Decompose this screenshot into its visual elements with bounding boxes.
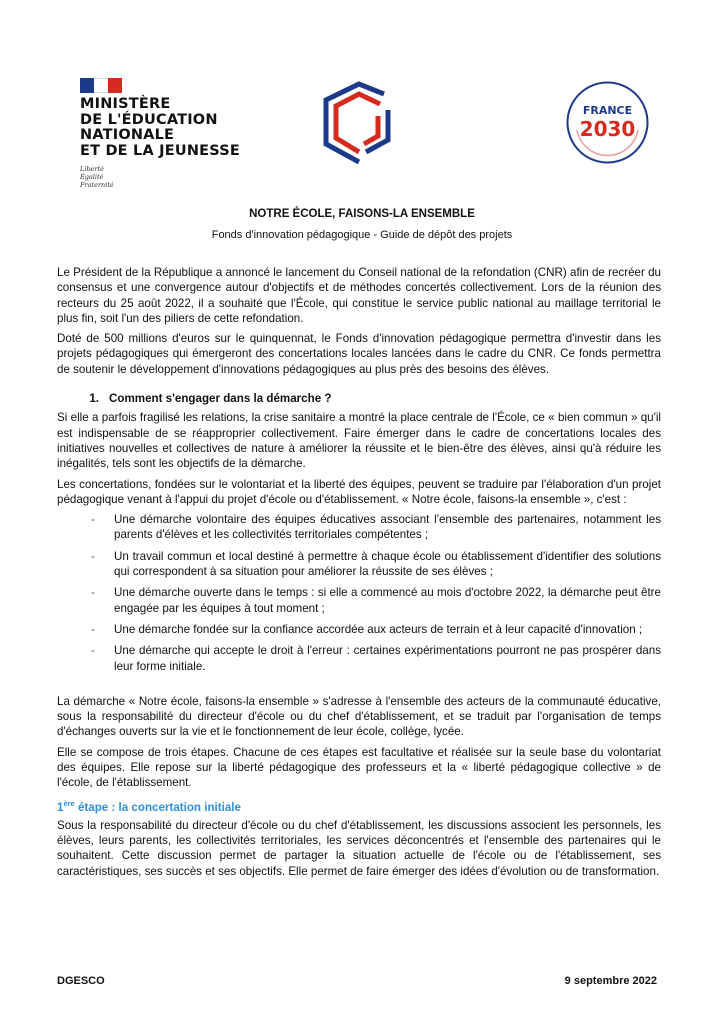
section-heading [57,391,661,406]
paragraph-crisis: Si elle a parfois fragilisé les relations, la crise sanitaire a montré la place centrale de l'École, ce « bien commun » qu'il est indispensable de se réapproprier collectivement. Faire émerger dans le cadre de concertations locales des initiatives nouvelles et collectives de nature à améliorer la réussite et le bien-être des élèves, ainsi qu'à réduire les inégalités, tels sont les objectifs de la démarche. [57,411,661,471]
footer-author: DGESCO [57,975,105,987]
paragraph-demarche: La démarche « Notre école, faisons-la ensemble » s'adresse à l'ensemble des acteurs de la communauté éducative, sous la responsabilité du directeur d'école ou du chef d'établissement, et se traduit par l'organisation de temps d'échanges ouverts sur la vie et le fonctionnement de leur école, collège, lycée. [57,694,661,739]
section-number: 1. [89,392,99,406]
french-flag-icon [80,78,122,93]
bullet-list [57,512,661,674]
section-title: Comment s'engager dans la démarche ? [109,392,332,406]
paragraph-fund: Doté de 500 millions d'euros sur le quinquennat, le Fonds d'innovation pédagogique permettra d'investir dans les projets pédagogiques qui émergeront des concertations locales lancées dans le cadre du CNR. Ce fonds permettra de soutenir le développement d'innovations pédagogiques au plus près des besoins des élèves. [57,332,661,376]
france-2030-logo [565,80,650,165]
document-subtitle: Fonds d'innovation pédagogique - Guide de dépôt des projets [211,229,513,241]
list-item-text: Une démarche ouverte dans le temps : si elle a commencé au mois d'octobre 2022, la démarche peut être engagée par les équipes à tout moment ; [114,586,661,615]
france2030-top-text: FRANCE [582,104,633,117]
document-body [57,265,661,884]
bullet-dash: - [91,586,95,600]
motto-line: Fraternité [80,181,114,189]
footer-date: 9 septembre 2022 [564,975,657,987]
list-item-text: Un travail commun et local destiné à permettre à chaque école ou établissement d'identifier des solutions qui correspondent à sa situation pour améliorer la réussite de ses élèves ; [114,549,661,579]
step-number: 1 [57,800,64,814]
bullet-dash: - [91,644,95,658]
bullet-dash: - [91,622,95,636]
list-item [57,643,661,674]
list-item [57,512,661,543]
ministere-line: DE L'ÉDUCATION [80,111,218,128]
list-item [57,549,661,580]
list-item-text: Une démarche qui accepte le droit à l'erreur : certaines expérimentations pourront ne pas prospérer dans leur forme initiale. [114,644,661,673]
paragraph-etapes: Elle se compose de trois étapes. Chacune de ces étapes est facultative et réalisée sur la seule base du volontariat des équipes. Elle repose sur la liberté pédagogique des professeurs et la « liberté pédagogique collective » de l'école, de l'établissement. [57,745,661,790]
ministere-line: NATIONALE [80,127,175,143]
list-item-text: Une démarche fondée sur la confiance accordée aux acteurs de terrain et à leur capacité d'innovation ; [114,622,643,636]
ministere-logo [80,78,240,189]
step-title: étape : la concertation initiale [77,800,241,814]
paragraph-intro: Le Président de la République a annoncé le lancement du Conseil national de la refondation (CNR) afin de recréer du consensus et une convergence autour d'objectifs et de méthodes concertés collectivement. Lors de la réunion des recteurs du 25 août 2022, il a souhaité que l'École, qui constitue le service public national au maillage territorial le plus fin, soit l'un des piliers de cette refondation. [57,266,661,325]
list-item [57,585,661,616]
bullet-dash: - [91,513,95,527]
step-heading [57,796,661,815]
bullet-dash: - [91,549,95,563]
motto-line: Égalité [80,173,104,181]
republic-motto [80,165,240,189]
cnr-logo-icon [318,80,400,172]
paragraph-concertations: Les concertations, fondées sur le volontariat et la liberté des équipes, peuvent se traduire par l'élaboration d'un projet pédagogique venant à l'appui du projet d'école ou d'établissement. « Notre école, faisons-la ensemble », c'est : [57,477,661,506]
list-item-text: Une démarche volontaire des équipes éducatives associant l'ensemble des partenaires, notamment les parents d'élèves et les collectivités territoriales compétentes ; [114,513,661,542]
france2030-year-text: 2030 [579,117,636,141]
list-item [57,622,661,637]
step-ordinal-suffix: ère [63,798,75,808]
ministere-line: MINISTÈRE [80,96,171,112]
paragraph-step1: Sous la responsabilité du directeur d'école ou du chef d'établissement, les discussions associent les personnels, les élèves, leurs parents, les collectivités territoriales, les services déconcentrés et l'ensemble des partenaires qui le souhaitent. Cette discussion permet de partager la situation actuelle de l'école ou de l'établissement, ses caractéristiques, ses succès et ses objectifs. Elle permet de faire émerger des idées d'évolution ou de transformation. [57,818,661,878]
ministere-name [80,97,240,159]
document-title: NOTRE ÉCOLE, FAISONS-LA ENSEMBLE [249,208,475,220]
ministere-line: ET DE LA JEUNESSE [80,142,240,159]
motto-line: Liberté [80,165,104,173]
